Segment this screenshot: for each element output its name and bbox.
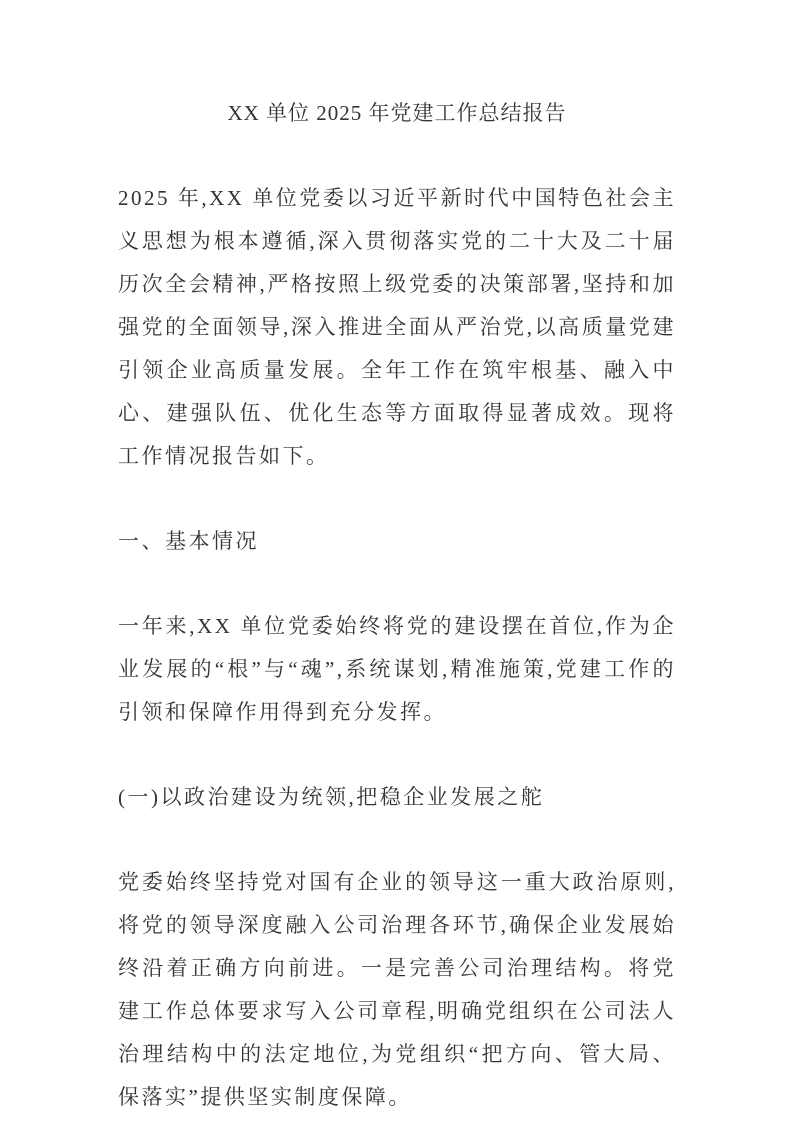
subsection-paragraph-political-construction: 党委始终坚持党对国有企业的领导这一重大政治原则,将党的领导深度融入公司治理各环节,确保企业发展始终沿着正确方向前进。一是完善公司治理结构。将党建工作总体要求写入公司章程,明确党组织在公司法人治理结构中的法定地位,为党组织“把方向、管大局、保落实”提供坚实制度保障。 [118,870,676,1109]
intro-paragraph: 2025 年,XX 单位党委以习近平新时代中国特色社会主义思想为根本遵循,深入贯彻落实党的二十大及二十届历次全会精神,严格按照上级党委的决策部署,坚持和加强党的全面领导,深入推进全面从严治党,以高质量党建引领企业高质量发展。全年工作在筑牢根基、融入中心、建强队伍、优化生态等方面取得显著成效。现将工作情况报告如下。 [118,186,676,468]
section-paragraph-basic-situation: 一年来,XX 单位党委始终将党的建设摆在首位,作为企业发展的“根”与“魂”,系统谋划,精准施策,党建工作的引领和保障作用得到充分发挥。 [118,614,676,724]
section-heading-basic-situation: 一、基本情况 [118,529,259,553]
document-title: XX 单位 2025 年党建工作总结报告 [227,101,567,125]
subsection-heading-political-construction: (一)以政治建设为统领,把稳企业发展之舵 [118,785,545,809]
